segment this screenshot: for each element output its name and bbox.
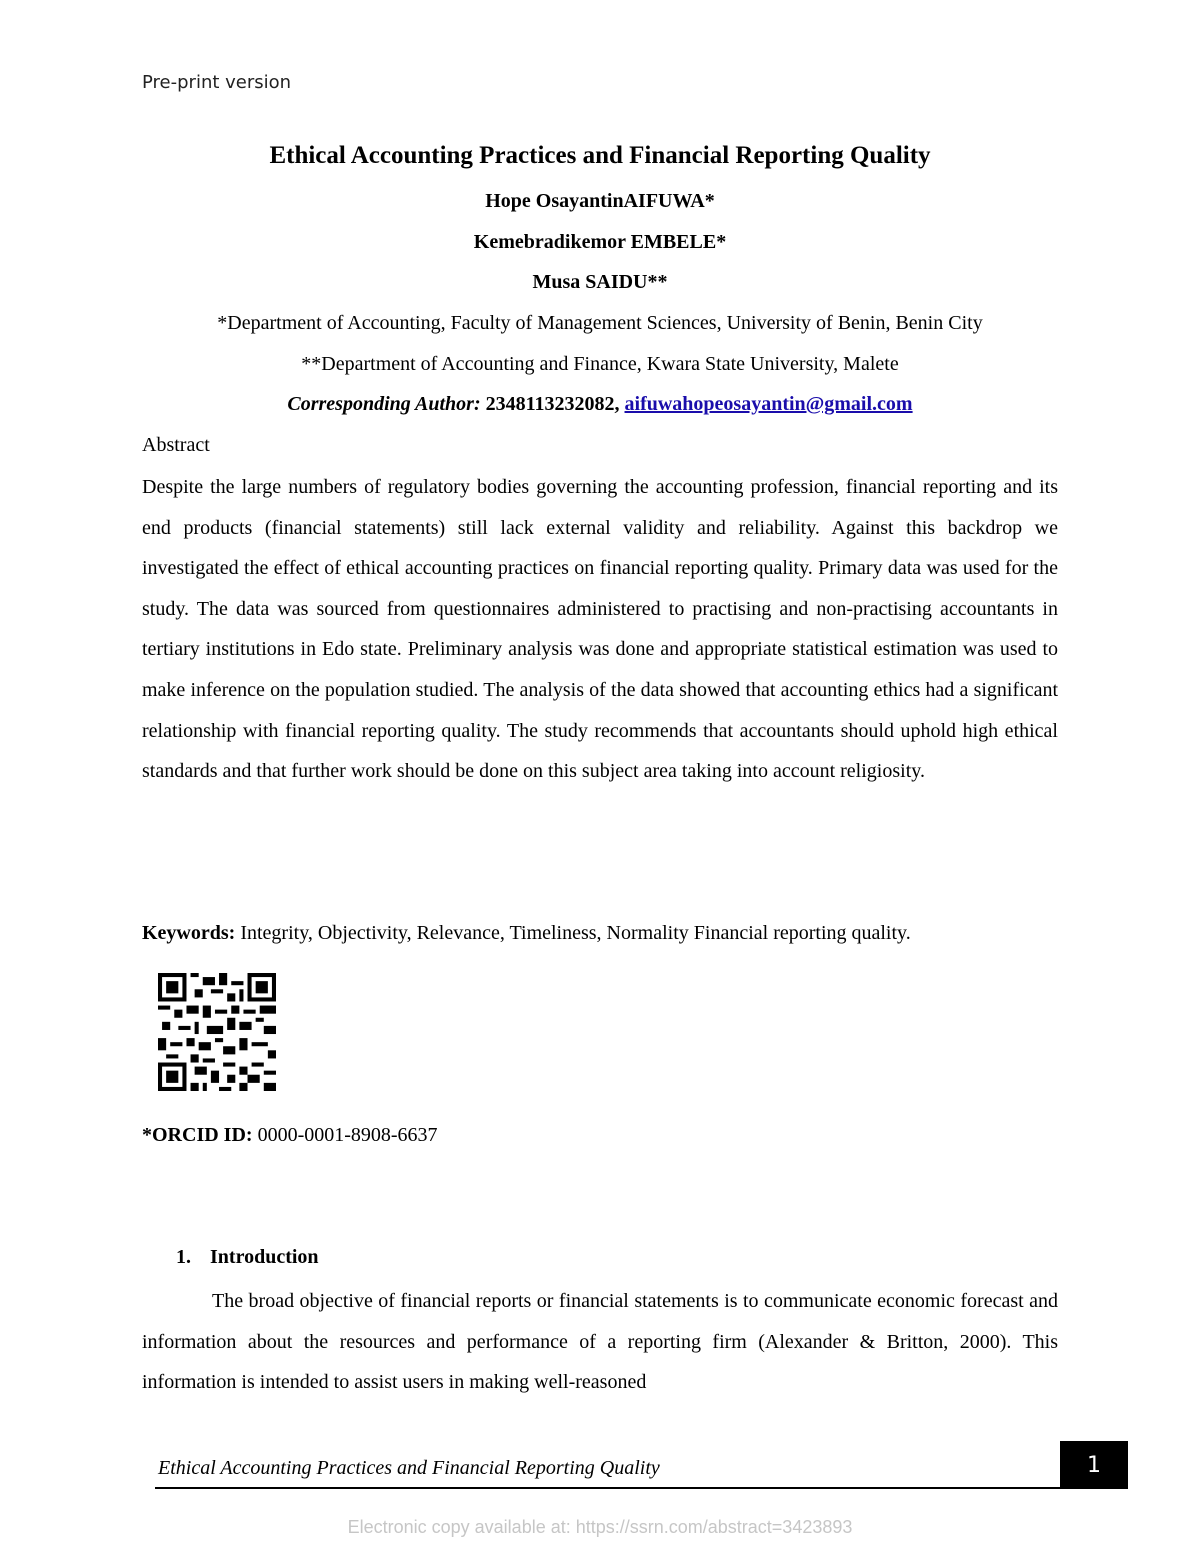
corresponding-email-link[interactable]: aifuwahopeosayantin@gmail.com: [624, 393, 913, 415]
orcid-label: *ORCID ID:: [142, 1124, 253, 1146]
orcid-value: 0000-0001-8908-6637: [257, 1124, 438, 1146]
affiliation-2: **Department of Accounting and Finance, Kwara State University, Malete: [301, 353, 899, 375]
abstract-text: Despite the large numbers of regulatory bodies governing the accounting profession, financial reporting and its end products (financial statements) still lack external validity and reliability. Against this backdrop we investigated the effect of ethical accounting practices on financial reporting quality. Primary data was used for the study. The data was sourced from questionnaires administered to practising and non-practising accountants in tertiary institutions in Edo state. Preliminary analysis was done and appropriate statistical estimation was used to make inference on the population studied. The analysis of the data showed that accounting ethics had a significant relationship with financial reporting quality. The study recommends that accountants should uphold high ethical standards and that further work should be done on this subject area taking into account religiosity.: [142, 476, 1058, 783]
qr-code-icon: [158, 973, 276, 1091]
paper-title: Ethical Accounting Practices and Financial Reporting Quality: [269, 142, 931, 169]
section-title: Introduction: [210, 1246, 319, 1268]
corresponding-label: Corresponding Author:: [287, 393, 481, 415]
section-heading-introduction: [176, 1246, 319, 1269]
ssrn-watermark: Electronic copy available at: https://ssrn.com/abstract=3423893: [347, 1517, 853, 1537]
keywords: [142, 922, 911, 945]
introduction-text: The broad objective of financial reports or financial statements is to communicate economic forecast and information about the resources and performance of a reporting firm (Alexander & Britton, 2000). This information is intended to assist users in making well-reasoned: [142, 1290, 1058, 1394]
author-1: Hope OsayantinAIFUWA*: [485, 190, 715, 212]
section-number: 1.: [176, 1246, 191, 1268]
footer-divider: [155, 1487, 1060, 1489]
keywords-list: Integrity, Objectivity, Relevance, Timeliness, Normality Financial reporting quality.: [240, 922, 911, 944]
corresponding-phone: 2348113232082,: [485, 393, 620, 415]
corresponding-author: [0, 393, 1200, 416]
author-2: Kemebradikemor EMBELE*: [473, 231, 727, 253]
footer-running-title: Ethical Accounting Practices and Financial Reporting Quality: [158, 1457, 660, 1479]
keywords-label: Keywords:: [142, 922, 236, 944]
preprint-label: Pre-print version: [142, 72, 292, 93]
orcid-id: [142, 1124, 438, 1147]
abstract-heading: Abstract: [142, 434, 210, 456]
author-3: Musa SAIDU**: [532, 271, 668, 293]
page-number: 1: [1060, 1441, 1128, 1489]
affiliation-1: *Department of Accounting, Faculty of Management Sciences, University of Benin, Benin City: [217, 312, 983, 334]
